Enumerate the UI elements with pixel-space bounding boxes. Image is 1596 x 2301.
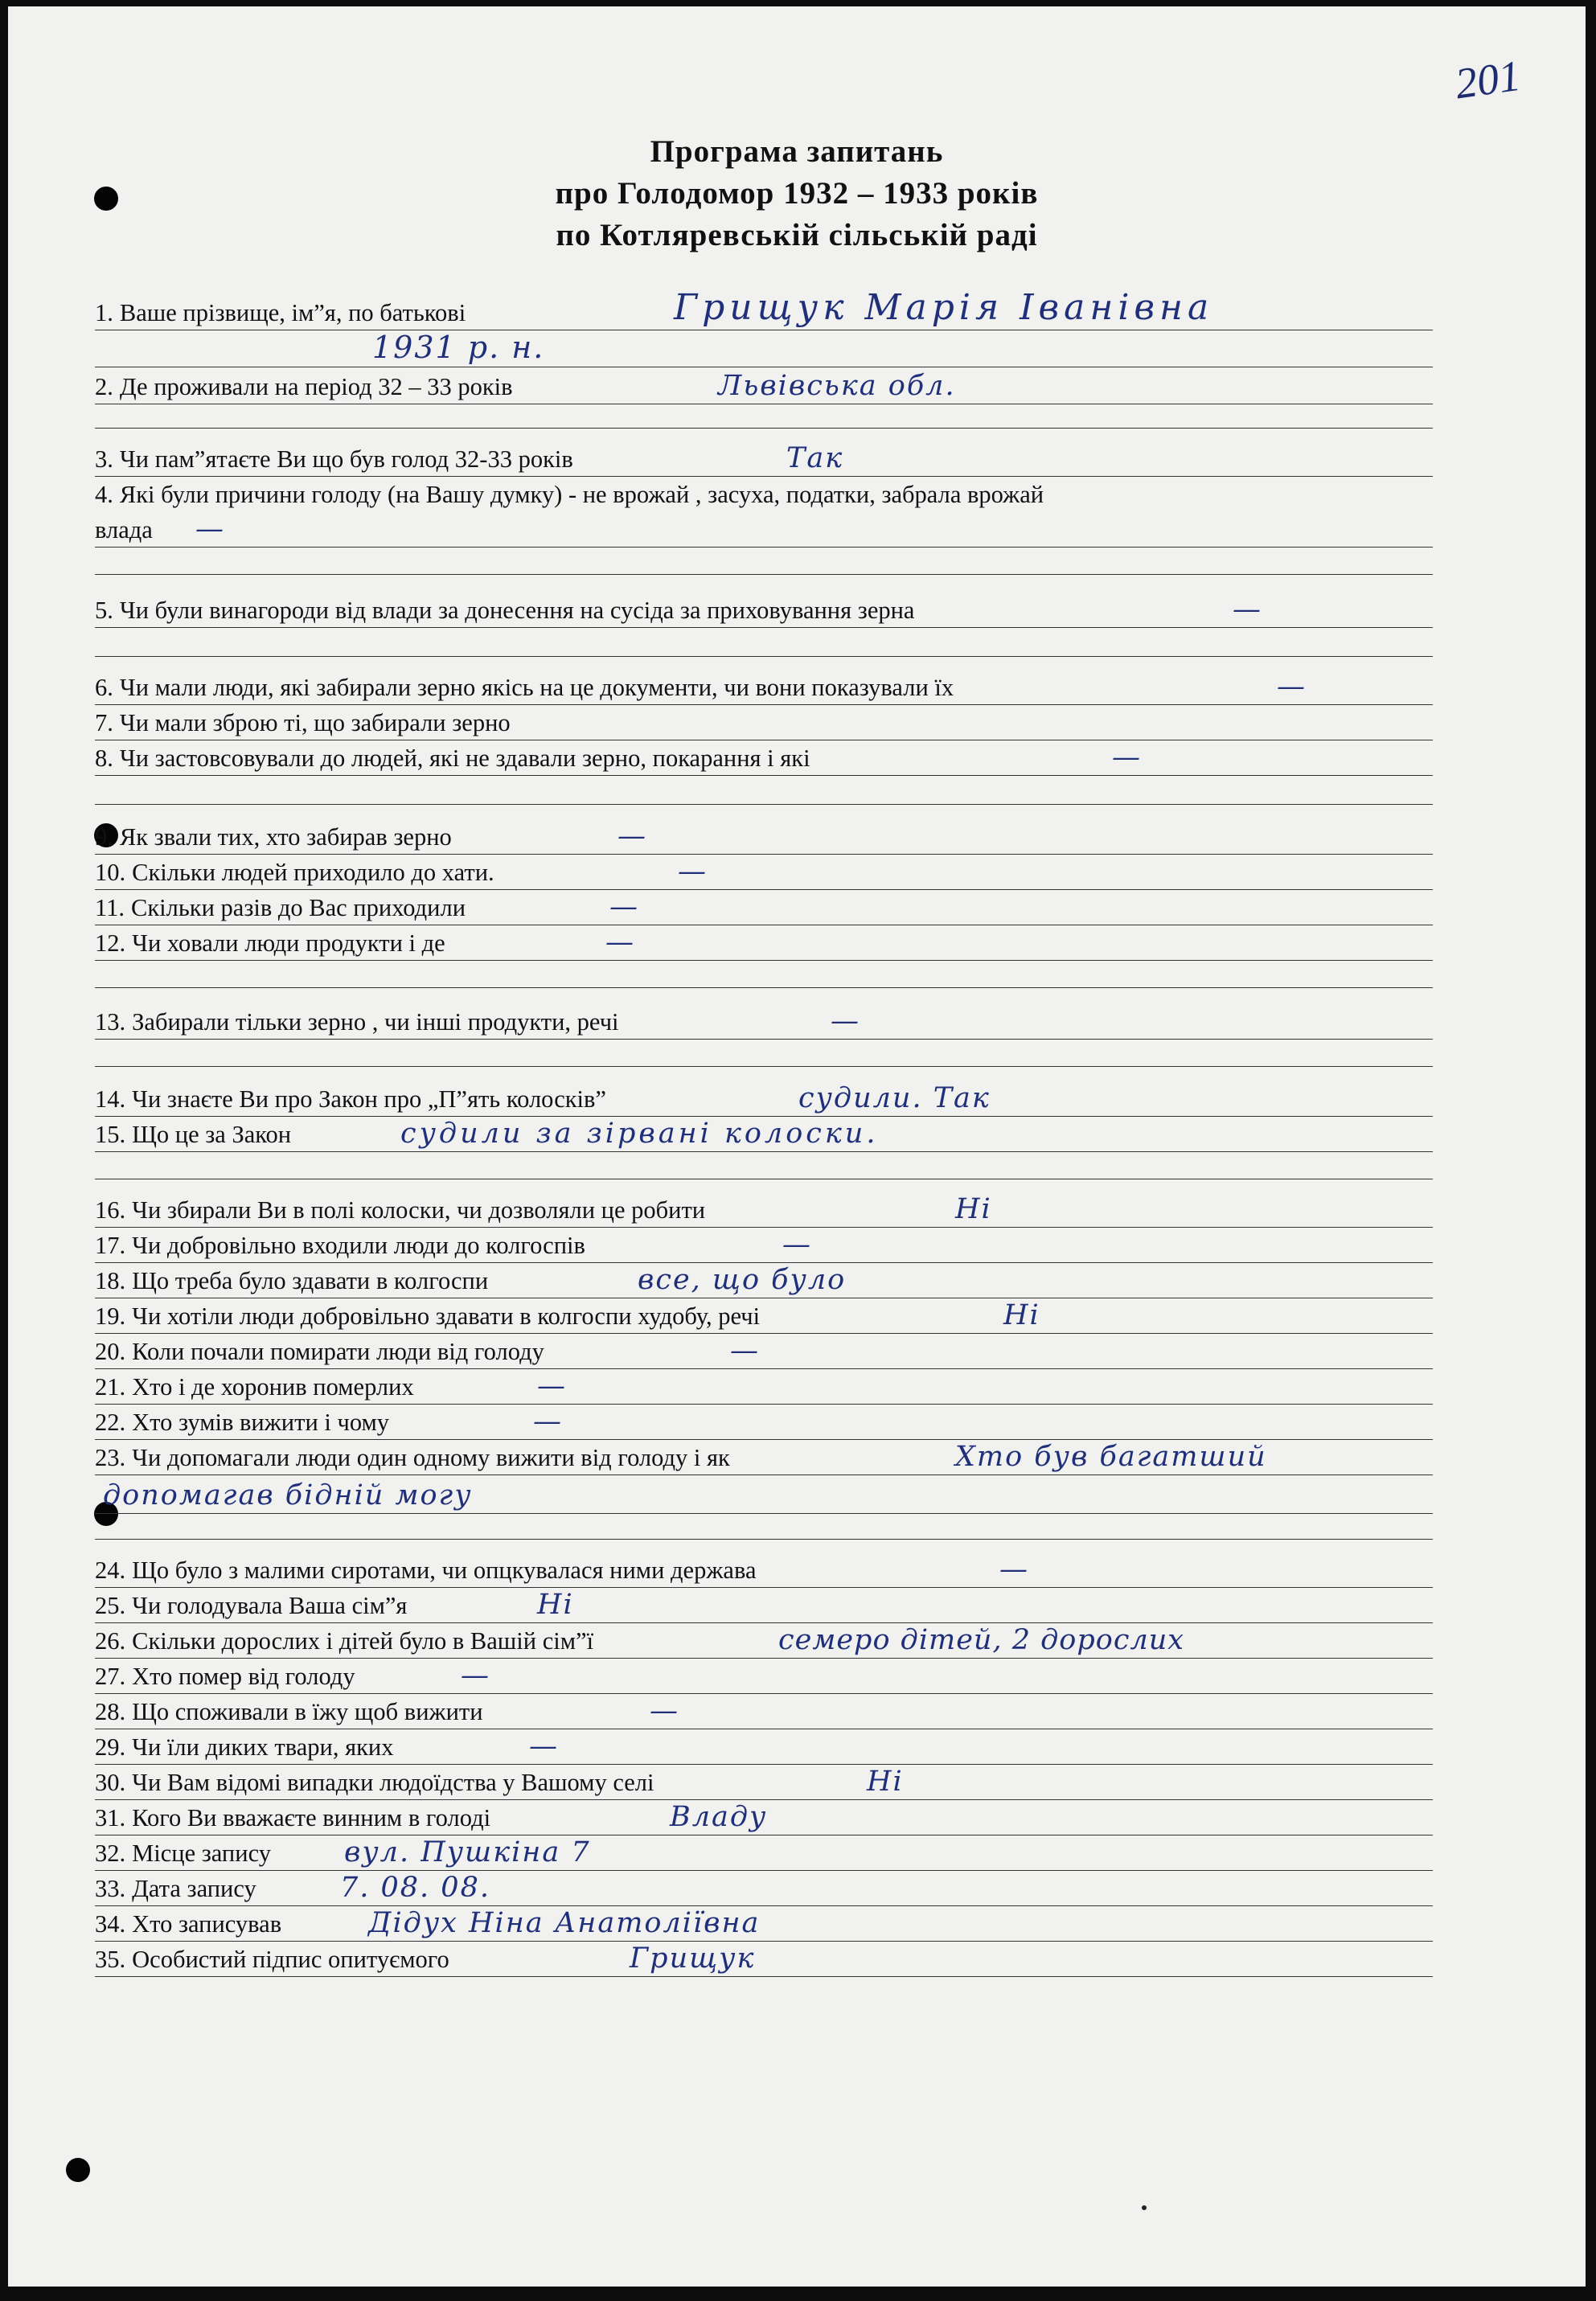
question-number: 26. <box>95 1627 126 1655</box>
question-number: 30. <box>95 1769 126 1796</box>
question-text: Місце запису <box>132 1840 271 1867</box>
question-text: Дата запису <box>132 1875 256 1902</box>
question-text: Що було з малими сиротами, чи опцкувалася ними держава <box>132 1557 757 1584</box>
question-row-25 <box>95 1587 1433 1623</box>
handwritten-answer: — <box>831 1005 860 1037</box>
question-row-12 <box>95 925 1433 961</box>
question-number: 21. <box>95 1373 126 1401</box>
question-row-1 <box>95 287 1433 330</box>
handwritten-answer: семеро дітей, 2 дорослих <box>778 1624 1185 1656</box>
question-row-21 <box>95 1368 1433 1405</box>
title-line-2: про Голодомор 1932 – 1933 років <box>555 176 1039 211</box>
question-row-5 <box>95 592 1433 628</box>
question-number: 32. <box>95 1840 126 1867</box>
handwritten-answer: Ні <box>1003 1299 1040 1331</box>
question-text: Хто і де хоронив померлих <box>132 1373 414 1401</box>
question-row-3 <box>95 441 1433 477</box>
handwritten-answer: — <box>609 891 639 923</box>
question-text: Як звали тих, хто забирав зерно <box>119 823 452 851</box>
handwritten-answer: — <box>529 1730 559 1762</box>
question-text: Хто зумів вижити і чому <box>132 1409 390 1436</box>
question-number: 15. <box>95 1121 126 1148</box>
question-row-22 <box>95 1404 1433 1440</box>
question-row-26 <box>95 1622 1433 1659</box>
answer-continuation-line <box>95 331 1433 367</box>
question-row-9 <box>95 818 1433 855</box>
question-row-32 <box>95 1835 1433 1871</box>
question-number: 17. <box>95 1232 126 1259</box>
question-row-27 <box>95 1658 1433 1694</box>
question-row-13 <box>95 1003 1433 1040</box>
question-text: Чи застовсовували до людей, які не здавали зерно, покарання і які <box>119 744 810 772</box>
question-text: Де проживали на період 32 – 33 років <box>119 373 513 400</box>
handwritten-signature: Грищук <box>630 1942 756 1975</box>
question-text: Чи голодувала Ваша сім”я <box>132 1592 408 1619</box>
question-number: 34. <box>95 1910 126 1938</box>
question-number: 16. <box>95 1196 126 1224</box>
question-row-8 <box>95 740 1433 776</box>
handwritten-answer: Грищук Марія Іванівна <box>674 287 1214 328</box>
question-text: Чи добровільно входили люди до колгоспів <box>132 1232 585 1259</box>
question-number: 7. <box>95 709 113 736</box>
question-text: Особистий підпис опитуємого <box>132 1946 449 1973</box>
pen-dot <box>1142 2205 1147 2210</box>
question-row-2 <box>95 368 1433 404</box>
handwritten-answer: — <box>533 1405 563 1438</box>
question-number: 25. <box>95 1592 126 1619</box>
handwritten-answer: — <box>650 1695 679 1727</box>
question-row-16 <box>95 1192 1433 1228</box>
handwritten-answer: судили за зірвані колоски. <box>400 1118 879 1150</box>
question-number: 24. <box>95 1557 126 1584</box>
question-row-15 <box>95 1116 1433 1152</box>
question-row-18 <box>95 1262 1433 1298</box>
question-row-29 <box>95 1729 1433 1765</box>
question-text: Хто записував <box>132 1910 282 1938</box>
question-row-7 <box>95 704 1433 740</box>
question-text: Що споживали в їжу щоб вижити <box>132 1698 483 1725</box>
question-text-continued: влада <box>95 516 153 543</box>
handwritten-answer: Так <box>786 442 844 474</box>
question-row-35 <box>95 1941 1433 1977</box>
question-row-30 <box>95 1764 1433 1800</box>
question-number: 19. <box>95 1302 126 1330</box>
handwritten-answer: Хто був багатший <box>955 1441 1267 1473</box>
handwritten-answer: — <box>617 820 647 852</box>
question-row-24 <box>95 1552 1433 1588</box>
question-text: Ваше прізвище, ім”я, по батькові <box>119 299 466 326</box>
document-page <box>8 6 1586 2287</box>
question-number: 1. <box>95 299 113 326</box>
title-line-3: по Котляревській сільській раді <box>556 218 1038 252</box>
question-row-17 <box>95 1227 1433 1263</box>
question-text: Хто помер від голоду <box>132 1663 355 1690</box>
question-number: 22. <box>95 1409 126 1436</box>
question-number: 3. <box>95 445 113 473</box>
document-title <box>8 131 1586 256</box>
question-row-34 <box>95 1905 1433 1942</box>
blank-answer-line <box>95 553 1433 575</box>
blank-answer-line <box>95 1518 1433 1540</box>
question-number: 18. <box>95 1267 126 1294</box>
handwritten-answer: — <box>730 1335 760 1367</box>
handwritten-answer-continuation: допомагав бідній могу <box>103 1479 473 1511</box>
question-number: 33. <box>95 1875 126 1902</box>
handwritten-answer: — <box>782 1228 812 1261</box>
handwritten-answer: Владу <box>670 1801 768 1833</box>
question-row-28 <box>95 1693 1433 1729</box>
handwritten-answer: Львівська обл. <box>718 370 956 402</box>
question-row-19 <box>95 1298 1433 1334</box>
handwritten-answer: — <box>678 855 708 888</box>
handwritten-answer-continuation: 1931 р. н. <box>372 330 545 365</box>
blank-answer-line <box>95 1158 1433 1179</box>
question-number: 23. <box>95 1444 126 1471</box>
punch-hole <box>66 2158 90 2182</box>
question-row-20 <box>95 1333 1433 1369</box>
question-text: Скільки разів до Вас приходили <box>131 894 466 921</box>
question-text: Чи збирали Ви в полі колоски, чи дозволяли це робити <box>132 1196 706 1224</box>
question-text: Чи були винагороди від влади за донесення на сусіда за приховування зерна <box>119 597 915 624</box>
answer-continuation-line <box>95 1478 1433 1514</box>
question-text: Чи пам”ятаєте Ви що був голод 32-33 років <box>119 445 573 473</box>
question-text: Що це за Закон <box>132 1121 292 1148</box>
question-row-4-continued <box>95 511 1433 548</box>
handwritten-answer: — <box>195 513 225 545</box>
question-text: Чи знаєте Ви про Закон про „П”ять колосків” <box>132 1085 606 1113</box>
handwritten-answer: — <box>605 926 635 958</box>
question-number: 14. <box>95 1085 126 1113</box>
blank-answer-line <box>95 407 1433 429</box>
question-number: 27. <box>95 1663 126 1690</box>
question-text: Скільки дорослих і дітей було в Вашій сім”ї <box>132 1627 594 1655</box>
handwritten-answer: Дідух Ніна Анатоліївна <box>368 1907 761 1939</box>
question-number: 28. <box>95 1698 126 1725</box>
question-number: 12. <box>95 929 126 957</box>
question-number: 2. <box>95 373 113 400</box>
handwritten-answer: — <box>1277 671 1307 703</box>
handwritten-answer: — <box>1233 593 1262 625</box>
handwritten-answer: — <box>537 1370 567 1402</box>
question-number: 6. <box>95 674 113 701</box>
blank-answer-line <box>95 1045 1433 1067</box>
question-text: Чи мали зброю ті, що забирали зерно <box>119 709 511 736</box>
question-text: Чи мали люди, які забирали зерно якісь на це документи, чи вони показували їх <box>119 674 954 701</box>
handwritten-answer: 7. 08. 08. <box>340 1872 490 1904</box>
question-number: 10. <box>95 859 126 886</box>
question-text: Чи допомагали люди один одному вижити від голоду і як <box>132 1444 730 1471</box>
question-row-10 <box>95 854 1433 890</box>
question-text: Чи Вам відомі випадки людоїдства у Вашому селі <box>132 1769 654 1796</box>
handwritten-answer: судили. Так <box>798 1082 991 1114</box>
question-number: 11. <box>95 894 125 921</box>
blank-answer-line <box>95 783 1433 805</box>
question-text: Скільки людей приходило до хати. <box>132 859 494 886</box>
handwritten-answer: Ні <box>955 1193 992 1225</box>
question-text: Які були причини голоду (на Вашу думку) - не врожай , засуха, податки, забрала врожай <box>119 481 1044 508</box>
question-number: 35. <box>95 1946 126 1973</box>
handwritten-answer: Ні <box>537 1589 574 1621</box>
question-row-4 <box>95 476 1433 511</box>
page-number: 201 <box>1452 51 1524 109</box>
handwritten-answer: — <box>999 1553 1029 1585</box>
question-row-6 <box>95 669 1433 705</box>
handwritten-answer: — <box>1112 741 1142 773</box>
question-row-23 <box>95 1439 1433 1475</box>
handwritten-answer: вул. Пушкіна 7 <box>344 1836 591 1868</box>
question-text: Кого Ви вважаєте винним в голоді <box>132 1804 491 1831</box>
question-number: 13. <box>95 1008 126 1036</box>
handwritten-answer: — <box>461 1659 490 1692</box>
question-text: Чи ховали люди продукти і де <box>132 929 445 957</box>
question-row-14 <box>95 1081 1433 1117</box>
question-number: 8. <box>95 744 113 772</box>
question-text: Чи хотіли люди добровільно здавати в колгоспи худобу, речі <box>132 1302 761 1330</box>
title-line-1: Програма запитань <box>650 134 944 169</box>
question-number: 9. <box>95 823 113 851</box>
question-text: Чи їли диких твари, яких <box>132 1733 394 1761</box>
blank-answer-line <box>95 966 1433 988</box>
question-number: 4. <box>95 481 113 508</box>
question-number: 31. <box>95 1804 126 1831</box>
question-text: Коли почали помирати люди від голоду <box>132 1338 544 1365</box>
question-row-33 <box>95 1870 1433 1906</box>
question-number: 20. <box>95 1338 126 1365</box>
question-text: Забирали тільки зерно , чи інші продукти, речі <box>132 1008 619 1036</box>
question-text: Що треба було здавати в колгоспи <box>132 1267 489 1294</box>
blank-answer-line <box>95 635 1433 657</box>
question-number: 5. <box>95 597 113 624</box>
question-row-11 <box>95 889 1433 925</box>
question-number: 29. <box>95 1733 126 1761</box>
question-row-31 <box>95 1799 1433 1835</box>
handwritten-answer: все, що було <box>638 1264 847 1296</box>
handwritten-answer: Ні <box>867 1766 904 1798</box>
